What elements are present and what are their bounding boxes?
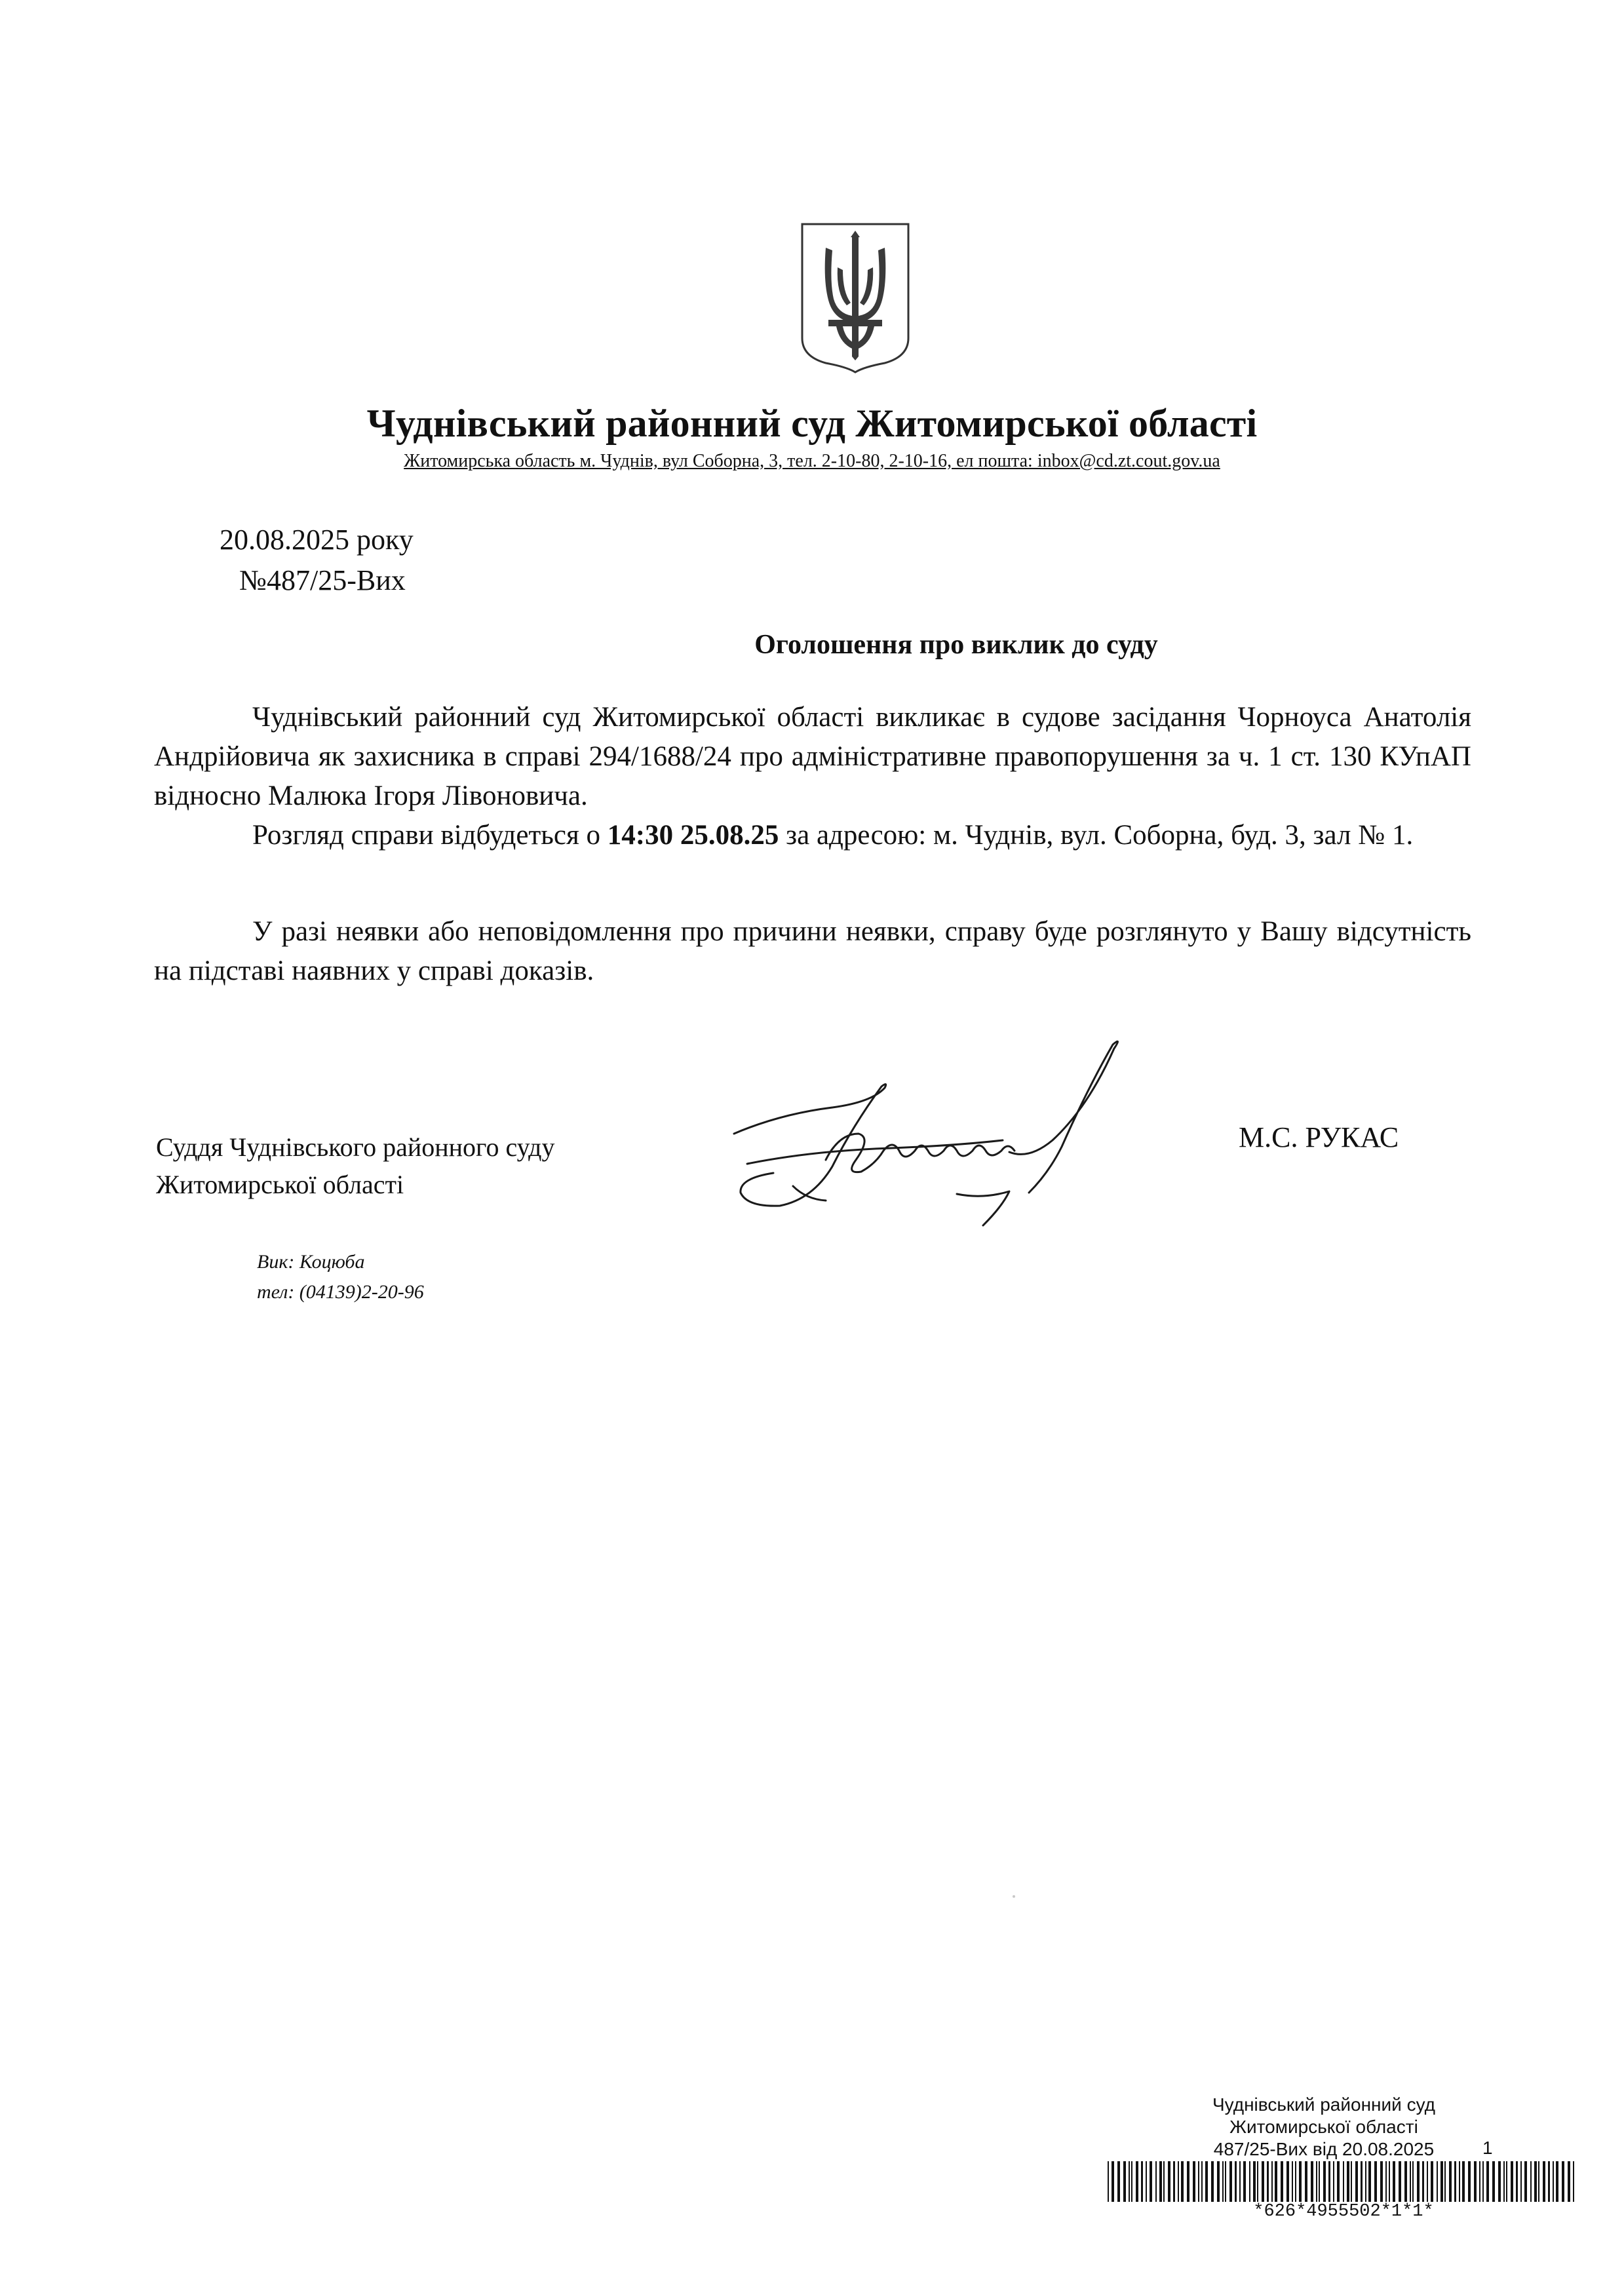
executor-info [257,1247,424,1307]
document-date: 20.08.2025 року [220,524,414,556]
absence-warning-paragraph [154,912,1471,991]
judge-title-line2: Житомирської області [156,1170,404,1199]
judge-title-line1: Суддя Чуднівського районного суду [156,1132,555,1162]
scan-speck [1013,1895,1015,1898]
barcode-text: *626*4955502*1*1* [1253,2202,1434,2222]
court-title: Чуднівський районний суд Житомирської області [366,402,1258,445]
summons-text: Чуднівський районний суд Житомирської області викликає в судове засідання Чорноуса Анатолія Андрійовича як захисника в справі 294/1688/24 про адміністративне правопорушення за ч. 1 ст. 130 КУпАП відносно Малюка Ігоря Лівоновича. [154,702,1471,811]
registration-stamp [1108,2094,1593,2161]
stamp-page-number: 1 [1482,2138,1493,2158]
stamp-region-line: Житомирської області [1229,2117,1418,2137]
stamp-court-line: Чуднівський районний суд [1212,2094,1435,2115]
stamp-reference-line: 487/25-Вих від 20.08.2025 [1213,2139,1435,2159]
hearing-paragraph [154,816,1471,855]
executor-phone: тел: (04139)2-20-96 [257,1281,424,1303]
executor-name: Вик: Коцюба [257,1251,365,1273]
document-number: №487/25-Вих [239,564,406,596]
judge-name: М.С. РУКАС [1239,1121,1399,1153]
trident-icon [800,221,911,374]
hearing-text-start: Розгляд справи відбудеться о [252,820,608,851]
absence-warning-text: У разі неявки або неповідомлення про причини неявки, справу буде розглянуто у Вашу відсутність на підставі наявних у справі доказів. [154,916,1471,986]
signature-icon [721,1035,1140,1245]
summons-paragraph [154,698,1471,816]
barcode-icon [1108,2161,1579,2202]
hearing-text-end: за адресою: м. Чуднів, вул. Соборна, буд. 3, зал № 1. [779,820,1414,851]
judge-title [156,1128,555,1203]
hearing-datetime: 14:30 25.08.25 [607,820,779,851]
court-address: Житомирська область м. Чуднів, вул Соборна, 3, тел. 2-10-80, 2-10-16, ел пошта: inbox@cd.zt.cout.gov.ua [404,451,1220,471]
notice-heading: Оголошення про виклик до суду [754,630,1158,660]
